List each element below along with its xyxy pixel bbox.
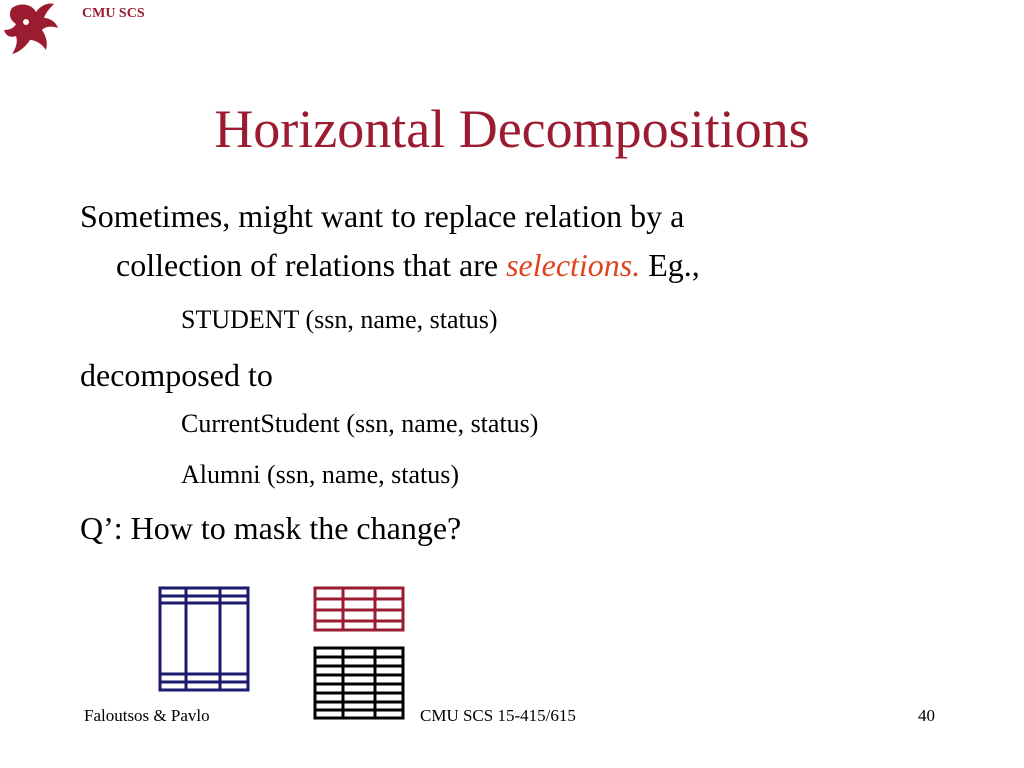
cmu-dragon-logo-icon [2,0,60,58]
slide-title: Horizontal Decompositions [214,99,810,159]
table-icon-original [158,586,250,692]
bullet-line-2 [116,247,700,284]
schema-student: STUDENT (ssn, name, status) [181,305,498,334]
bullet-line-2-suffix: Eg., [648,247,700,283]
bullet-line-1: Sometimes, might want to replace relation by a [80,198,685,234]
bullet-line-2-prefix: collection of relations that are [116,247,499,283]
footer-page-number: 40 [918,706,935,725]
footer-authors: Faloutsos & Pavlo [84,706,210,725]
question-text: Q’: How to mask the change? [80,510,462,546]
decomposed-label: decomposed to [80,357,273,393]
footer-course: CMU SCS 15-415/615 [420,706,576,725]
table-icon-current-student [313,586,405,632]
schema-current-student: CurrentStudent (ssn, name, status) [181,409,539,438]
table-icon-alumni [313,646,405,720]
header-org-label: CMU SCS [82,6,145,21]
schema-alumni: Alumni (ssn, name, status) [181,460,460,489]
selections-emphasis: selections. [506,247,641,283]
